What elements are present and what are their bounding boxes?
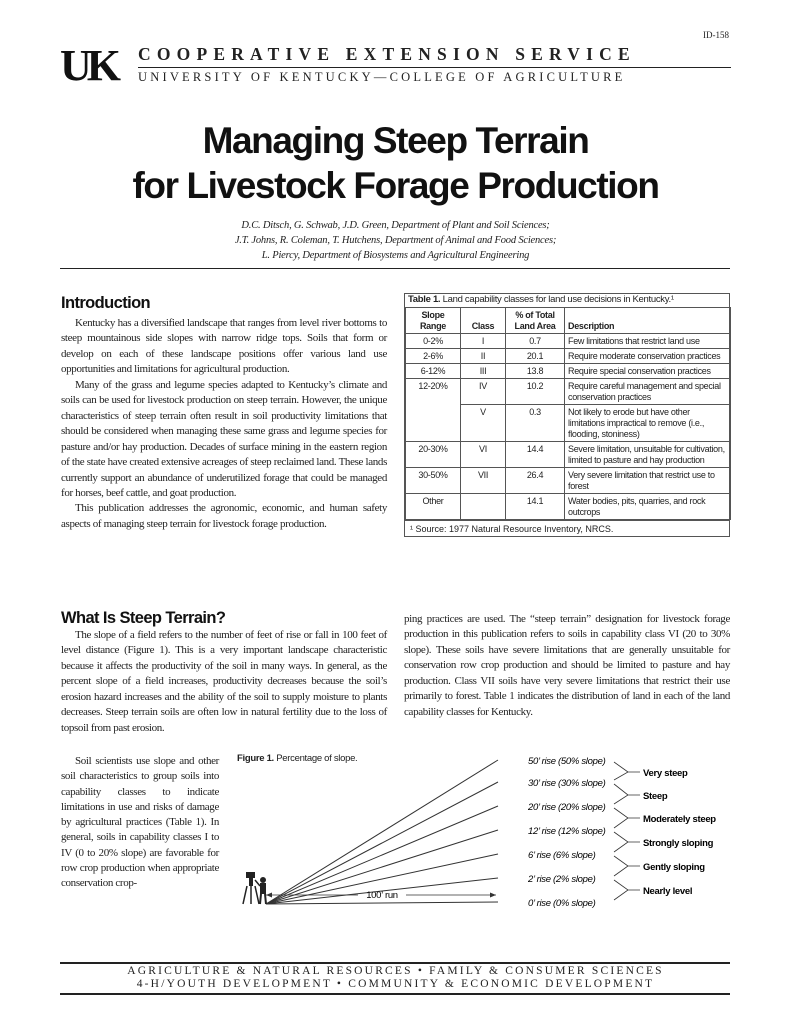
table-cell-slope: 30-50% xyxy=(406,468,461,494)
slope-figure xyxy=(236,750,736,916)
rise-label: 12’ rise (12% slope) xyxy=(528,826,606,837)
class-brackets xyxy=(614,762,640,900)
slope-class-label: Gently sloping xyxy=(643,862,705,873)
document-title xyxy=(0,118,791,208)
table-cell-desc: Severe limitation, unsuitable for cultivation, limited to pasture and hay production xyxy=(565,442,731,468)
slope-lines xyxy=(266,760,498,904)
run-label: 100’ run xyxy=(366,890,398,901)
table-cell-cls: I xyxy=(461,334,506,349)
table-grid xyxy=(405,307,731,520)
table-cell-pct: 0.7 xyxy=(506,334,565,349)
paragraph: Kentucky has a diversified landscape that ranges from level river bottoms to steep mountainous side slopes with narrow ridge tops. Soils that form or develop on each of these landscape positions offer various land use opportunities and limitations for agricultural production. xyxy=(61,317,387,376)
bracket xyxy=(614,808,640,828)
paragraph: Many of the grass and legume species adapted to Kentucky’s climate and soils can be used for livestock production on steep terrain. However, the unique characteristics of steep terrain often result in soil productivity limitations that should be considered when managing these same grass and legume species for pasture and/or hay production. Decades of surface mining in the eastern region of the state have created extensive acreages of steep reclaimed land. These lands currently support an abundance of underutilized forage that could be managed for horses, beef cattle, and goat production. xyxy=(61,378,387,499)
table-caption-text: Land capability classes for land use decisions in Kentucky.¹ xyxy=(442,294,674,305)
slope-class-label: Nearly level xyxy=(643,886,693,897)
table-cell-slope: 12-20% xyxy=(406,379,461,442)
column-header: % of Total Land Area xyxy=(506,308,565,334)
table-cell-pct: 14.4 xyxy=(506,442,565,468)
slope-line xyxy=(266,782,498,904)
table-footnote: ¹ Source: 1977 Natural Resource Inventory, NRCS. xyxy=(404,521,730,537)
paragraph: ping practices are used. The “steep terrain” designation for livestock forage production in this publication refers to soils in capability class VI (20 to 30% slope). These soils have severe limitations that are generally unsuitable for conservation row crop production and should be limited to pasture and hay production. Class VII soils have very severe limitations that restrict their use primarily to forest. Table 1 indicates the distribution of land in each of the land capability classes for Kentucky. xyxy=(404,613,730,718)
paragraph: This publication addresses the agronomic, economic, and human safety aspects of managing steep terrain for livestock forage production. xyxy=(61,502,387,530)
table-cell-pct: 0.3 xyxy=(506,405,565,442)
bracket xyxy=(614,856,640,876)
table-cell-cls: II xyxy=(461,349,506,364)
table-cell-cls: VII xyxy=(461,468,506,494)
class-labels xyxy=(614,762,716,900)
paragraph: Soil scientists use slope and other soil characteristics to group soils into capability classes to indicate limitations in use and risks of damage by agricultural practices (Table 1). In general, soils in capability classes I to IV (0 to 20% slope) are favorable for row crop production when appropriate conservation crop- xyxy=(61,755,219,890)
table-cell-pct: 20.1 xyxy=(506,349,565,364)
bracket xyxy=(614,832,640,852)
title-line-2: for Livestock Forage Production xyxy=(132,165,659,206)
table-cell-cls: III xyxy=(461,364,506,379)
bracket xyxy=(614,762,640,780)
rise-label: 0’ rise (0% slope) xyxy=(528,898,596,909)
footer-rule-bottom xyxy=(60,993,730,995)
title-line-1: Managing Steep Terrain xyxy=(202,120,589,161)
table-cell-desc: Require special conservation practices xyxy=(565,364,731,379)
title-rule xyxy=(60,268,730,269)
footer-line-1: AGRICULTURE & NATURAL RESOURCES • FAMILY & CONSUMER SCIENCES xyxy=(127,965,664,977)
bracket xyxy=(614,784,640,804)
author-line: L. Piercy, Department of Biosystems and Agricultural Engineering xyxy=(261,250,530,261)
uk-logo-text: UK xyxy=(60,44,116,84)
table-cell-cls: VI xyxy=(461,442,506,468)
rise-label: 6’ rise (6% slope) xyxy=(528,850,596,861)
slope-class-label: Steep xyxy=(643,791,668,802)
slope-line xyxy=(266,902,498,904)
author-line: D.C. Ditsch, G. Schwab, J.D. Green, Department of Plant and Soil Sciences; xyxy=(241,220,550,231)
table-cell-desc: Require careful management and special conservation practices xyxy=(565,379,731,405)
table-cell-slope: 0-2% xyxy=(406,334,461,349)
slope-class-label: Strongly sloping xyxy=(643,838,714,849)
extension-service-title: COOPERATIVE EXTENSION SERVICE xyxy=(138,44,636,64)
table-header-row xyxy=(406,308,731,334)
table-cell-desc: Require moderate conservation practices xyxy=(565,349,731,364)
author-list xyxy=(0,218,791,263)
rise-labels xyxy=(527,756,606,909)
table-cell-slope: 20-30% xyxy=(406,442,461,468)
document-id: ID-158 xyxy=(703,30,729,40)
table-cell-slope: 6-12% xyxy=(406,364,461,379)
table-cell-cls: V xyxy=(461,405,506,442)
bracket xyxy=(614,880,640,900)
table-row xyxy=(406,364,731,379)
table-caption-label: Table 1. xyxy=(408,294,441,305)
slope-class-label: Very steep xyxy=(643,768,688,779)
table-cell-pct: 10.2 xyxy=(506,379,565,405)
table-cell-slope: Other xyxy=(406,494,461,520)
table-row xyxy=(406,494,731,520)
table-cell-pct: 26.4 xyxy=(506,468,565,494)
table-frame xyxy=(404,293,730,521)
table-cell-desc: Very severe limitation that restrict use to forest xyxy=(565,468,731,494)
uk-logo xyxy=(60,44,130,84)
paragraph: The slope of a field refers to the number of feet of rise or fall in 100 feet of level distance (Figure 1). This is a very important landscape characteristic because it affects the productivity of the soil in many ways. In general, as the percent slope of a field increases, productivity decreases because the soil’s erosion hazard increases and the ability of the soil to supply moisture to plants decreases. Steep terrain soils are often low in natural fertility due to the loss of topsoil from past erosion. xyxy=(61,629,387,734)
footer-line-2: 4-H/YOUTH DEVELOPMENT • COMMUNITY & ECONOMIC DEVELOPMENT xyxy=(136,978,655,990)
capability-table xyxy=(404,293,730,537)
rise-label: 20’ rise (20% slope) xyxy=(528,802,606,813)
table-row xyxy=(406,349,731,364)
table-cell-cls xyxy=(461,494,506,520)
author-line: J.T. Johns, R. Coleman, T. Hutchens, Department of Animal and Food Sciences; xyxy=(234,235,557,246)
slope-class-label: Moderately steep xyxy=(643,814,716,825)
table-cell-desc: Few limitations that restrict land use xyxy=(565,334,731,349)
table-cell-pct: 13.8 xyxy=(506,364,565,379)
rise-label: 2’ rise (2% slope) xyxy=(528,874,596,885)
figure-caption-label: Figure 1. xyxy=(237,753,274,764)
table-cell-slope: 2-6% xyxy=(406,349,461,364)
rise-label: 30’ rise (30% slope) xyxy=(528,778,606,789)
introduction-heading: Introduction xyxy=(61,294,151,312)
table-cell-cls: IV xyxy=(461,379,506,405)
table-row xyxy=(406,442,731,468)
column-header: Description xyxy=(565,308,731,334)
column-header: Slope Range xyxy=(406,308,461,334)
column-header: Class xyxy=(461,308,506,334)
university-line: UNIVERSITY OF KENTUCKY—COLLEGE OF AGRICULTURE xyxy=(138,70,626,84)
table-cell-desc: Water bodies, pits, quarries, and rock outcrops xyxy=(565,494,731,520)
table-cell-pct: 14.1 xyxy=(506,494,565,520)
table-row xyxy=(406,334,731,349)
rise-label: 50’ rise (50% slope) xyxy=(528,756,606,767)
footer-rule-top xyxy=(60,962,730,964)
steep-terrain-heading: What Is Steep Terrain? xyxy=(61,609,226,627)
figure-caption-text: Percentage of slope. xyxy=(276,753,358,764)
table-caption xyxy=(405,294,729,307)
table-row xyxy=(406,379,731,405)
table-row xyxy=(406,468,731,494)
table-cell-desc: Not likely to erode but have other limitations impractical to remove (i.e., flooding, stoniness) xyxy=(565,405,731,442)
surveyor-icon xyxy=(243,872,266,904)
steep-terrain-body xyxy=(61,628,387,736)
steep-terrain-body-right xyxy=(404,612,730,720)
header-rule xyxy=(138,67,731,68)
introduction-body xyxy=(61,316,387,532)
table-body xyxy=(406,334,731,520)
steep-terrain-body-narrow xyxy=(61,754,219,892)
